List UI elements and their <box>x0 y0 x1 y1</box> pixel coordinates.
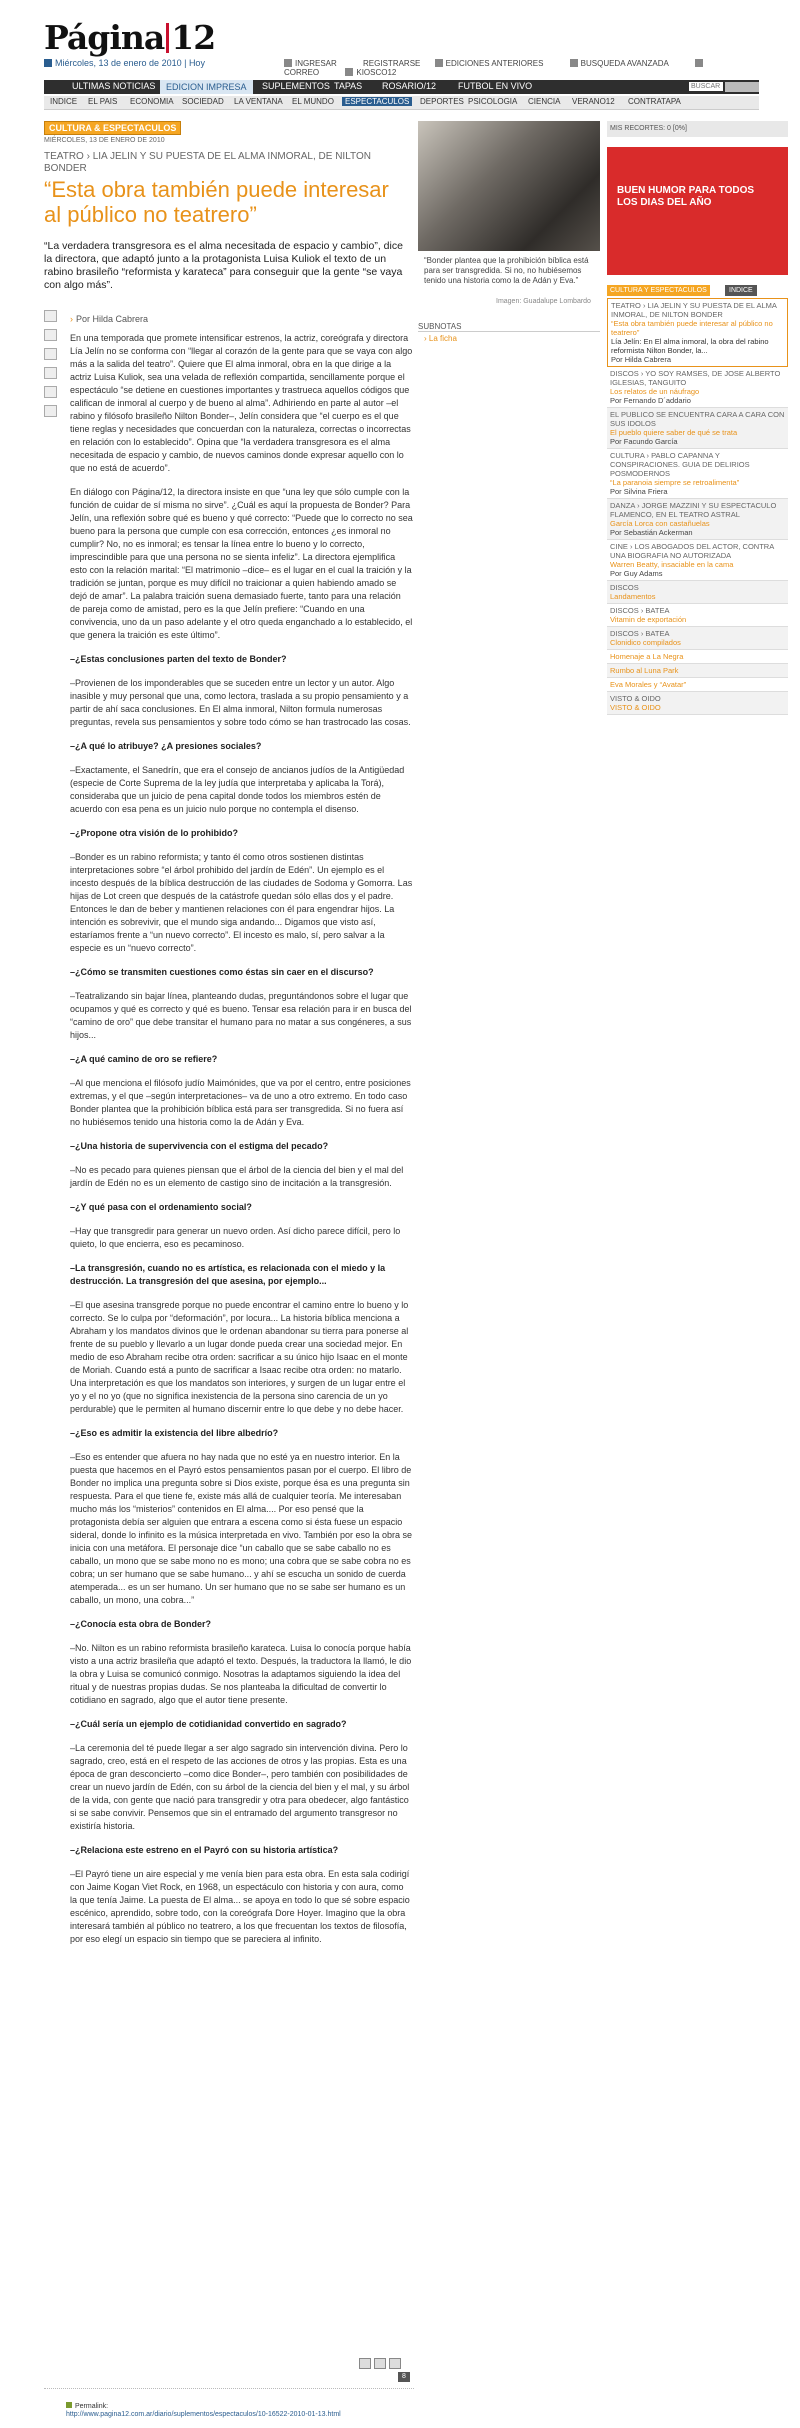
promo-banner[interactable] <box>607 147 788 275</box>
hoy-link[interactable]: Hoy <box>188 58 205 68</box>
photo-credit: Imagen: Guadalupe Lombardo <box>496 298 591 305</box>
subnav-indice[interactable]: INDICE <box>50 97 78 106</box>
logo-text-left: Página <box>44 18 165 57</box>
nav-rosario12[interactable]: ROSARIO/12 <box>382 81 437 91</box>
sidebar-item-cat: EL PUBLICO SE ENCUENTRA CARA A CARA CON SUS IDOLOS <box>610 410 785 428</box>
login-link[interactable]: INGRESAR <box>284 59 349 68</box>
kiosk-icon <box>345 68 353 76</box>
sidebar-item-title: Warren Beatty, insaciable en la cama <box>610 560 734 569</box>
clip-icon[interactable] <box>44 405 57 417</box>
search-icon <box>570 59 578 67</box>
sidebar-item-cat: VISTO & OIDO <box>610 694 661 703</box>
logo-text-right: 12 <box>171 18 216 57</box>
subnav-espectaculos[interactable]: ESPECTACULOS <box>342 97 412 106</box>
article-headline: “Esta obra también puede interesar al público no teatrero” <box>44 177 389 227</box>
dateline: Miércoles, 13 de enero de 2010 | Hoy <box>44 58 205 68</box>
site-logo[interactable] <box>44 18 215 57</box>
interview-question: –¿Propone otra visión de lo prohibido? <box>70 828 239 838</box>
permalink-label: Permalink: <box>66 2402 108 2410</box>
interview-question: –La transgresión, cuando no es artística, es relacionada con el miedo y la destrucción. La transgresión del que asesina, por ejemplo... <box>70 1263 386 1286</box>
subnota-link[interactable]: › La ficha <box>424 334 457 343</box>
advanced-search-link[interactable]: BUSQUEDA AVANZADA <box>570 59 681 68</box>
sidebar-item[interactable] <box>607 499 788 540</box>
sidebar-item-title: Rumbo al Luna Park <box>610 666 679 675</box>
sidebar-item-title: Vitamin de exportación <box>610 615 687 624</box>
article-paragraph: –Eso es entender que afuera no hay nada que no esté ya en nuestro interior. En la puesta que hacemos en el Payró estos pensamientos pasan por el cuerpo. El libro de Bonder no implica una pregunta sobre si Dios existe, porque ésa es una pregunta sin respuesta. Para el que tiene fe, existe más allá de cualquier teoría. Me interesaban mucho más los “misterios” contenidos en El alma.... Por eso pensé que la protagonista debía ser alguien que entrara a escena como si ésta fuese un espacio sideral, donde lo infinito es la música interpretada en vivo. También por eso la obra se inicia con una metáfora. El personaje dice “un caballo que se sabe caballo no es caballo, un mono que se sabe mono no es mono; una cobra que se sabe cobra no es cobra; un ser humano que se sabe humano... y ahí se escucha un sonido de cuerda atemperada... es un ser humano. Un ser humano que no se sabe ser humano es un caballo, un mono, una cobra...” <box>70 1452 413 1605</box>
section-tag[interactable]: CULTURA & ESPECTACULOS <box>44 121 181 135</box>
user-icon <box>284 59 292 67</box>
mail-icon <box>695 59 703 67</box>
sidebar-item[interactable] <box>607 664 788 678</box>
search-button[interactable] <box>725 82 759 92</box>
subnav-la-ventana[interactable]: LA VENTANA <box>234 97 283 106</box>
print-icon[interactable] <box>44 386 57 398</box>
sidebar-item-by: Por Guy Adams <box>610 569 663 578</box>
previous-editions-link[interactable]: EDICIONES ANTERIORES <box>435 59 556 68</box>
permalink-icon <box>66 2402 72 2408</box>
sidebar-item-title: VISTO & OIDO <box>610 703 661 712</box>
subnav-el-mundo[interactable]: EL MUNDO <box>292 97 334 106</box>
sidebar-current-item[interactable]: TEATRO › LIA JELIN Y SU PUESTA DE EL ALMA INMORAL, DE NILTON BONDER “Esta obra también puede interesar al público no teatrero” Lía Jelín: En El alma inmoral, la obra del rabino reformista Nilton Bonder, la... Por Hilda Cabrera <box>607 298 788 367</box>
arrow-icon: › <box>70 314 73 324</box>
article-paragraph: En diálogo con Página/12, la directora insiste en que “una ley que sólo cumple con la función de cuidar de sí misma no sirve”. ¿Cuál es aquí la propuesta de Bonder? Para Jelín, una reflexión sobre qué es bueno y qué correcto: “Puede que lo correcto no sea bueno para la persona que cumple con esa corrección, entonces ¿es inmoral no cumplir? No, no es inmoral; es tensar la línea entre lo bueno y lo correcto, imprescindible para que una persona no se sienta infeliz”. La directora ejemplifica esto con la relación marital: “El matrimonio –dice– es el lugar en el cual la traición y la tradición se juntan, porque es muy difícil no traicionar a quien habiendo amado se dejó de amar”. La palabra traición suena demasiado fuerte, tanto para una relación de pareja como de amistad, pero es la que Jelín prefiere: “Cuando en una convivencia, uno da un paso adelante y el otro queda enganchado a lo establecido, el que genera la traición es este último”. <box>70 487 413 640</box>
archive-icon <box>435 59 443 67</box>
nav-futbol-en-vivo[interactable]: FUTBOL EN VIVO <box>458 81 533 91</box>
sidebar-item-title: Eva Morales y “Avatar” <box>610 680 687 689</box>
interview-question: –¿Estas conclusiones parten del texto de Bonder? <box>70 654 287 664</box>
sidebar-item[interactable] <box>607 627 788 650</box>
article-kicker: TEATRO › LIA JELIN Y SU PUESTA DE EL ALMA INMORAL, DE NILTON BONDER <box>44 151 371 174</box>
interview-question: –¿Cómo se transmiten cuestiones como éstas sin caer en el discurso? <box>70 967 374 977</box>
share-tools <box>356 2356 412 2366</box>
section-date: MIÉRCOLES, 13 DE ENERO DE 2010 <box>44 137 165 144</box>
article-paragraph: –Hay que transgredir para generar un nuevo orden. Así dicho parece difícil, pero lo quieto, lo que encierra, eso es pecaminoso. <box>70 1226 401 1249</box>
tab-index[interactable]: INDICE <box>725 285 757 296</box>
article-author: › Por Hilda Cabrera <box>70 314 149 324</box>
kiosco-link[interactable]: KIOSCO12 <box>345 68 408 77</box>
mail-link[interactable]: CORREO <box>284 59 706 77</box>
subnav-contratapa[interactable]: CONTRATAPA <box>628 97 681 106</box>
article-paragraph: –El Payró tiene un aire especial y me venía bien para esta obra. En esta sala codirigí con Jaime Kogan Viet Rock, en 1968, un espectáculo con historia y con aura, como la que tenía Jaime. La puesta de El alma... se apoya en todo lo que sé sobre espacio escénico, aprendido, sobre todo, con la coreógrafa Dore Hoyer. Imagino que la obra interesará también al público no teatrero, a los que frecuentan los textos de filosofía, por eso elegí un espacio sin tiempo que se pareciera al infinito. <box>70 1869 410 1944</box>
tab-section[interactable]: CULTURA Y ESPECTACULOS <box>607 285 710 296</box>
promo-text: BUEN HUMOR PARA TODOS LOS DIAS DEL AÑO <box>617 185 755 208</box>
article-paragraph: –Al que menciona el filósofo judío Maimónides, que va por el centro, entre posiciones extremas, y el que –según interpretaciones– va de uno a otro extremo. En todo caso Bonder plantea que la prohibición bíblica está para ser transgredida. Si no fuera así no hubiésemos tenido una historia como la de Adán y Eva. <box>70 1078 411 1127</box>
mis-recortes[interactable]: MIS RECORTES: 0 [0%] <box>607 121 788 137</box>
interview-question: –¿Una historia de supervivencia con el estigma del pecado? <box>70 1141 329 1151</box>
sidebar-item-title: El pueblo quiere saber de qué se trata <box>610 428 738 437</box>
sidebar-item[interactable] <box>607 692 788 715</box>
sidebar-tabs <box>607 285 788 296</box>
permalink-url[interactable]: http://www.pagina12.com.ar/diario/suplementos/espectaculos/10-16522-2010-01-13.html <box>66 2411 341 2418</box>
interview-question: –¿A qué lo atribuye? ¿A presiones sociales? <box>70 741 262 751</box>
article-paragraph: –Exactamente, el Sanedrín, que era el consejo de ancianos judíos de la Antigüedad (especie de Corte Suprema de la ley judía que interpretaba y aplicaba la Torá), consideraba que un juicio de pena capital donde todos los miembros estén de acuerdo con esa pena es un juicio nulo porque no contempla el disenso. <box>70 765 405 814</box>
print-icon[interactable] <box>389 2358 401 2369</box>
subnav-economia[interactable]: ECONOMIA <box>130 97 174 106</box>
sidebar-item[interactable] <box>607 678 788 692</box>
article-paragraph: –Teatralizando sin bajar línea, planteando dudas, preguntándonos sobre el lugar que ocupamos y qué es correcto y qué es bueno. Tensar esa relación para ir en busca del “camino de oro” que debe transitar el humano para no matar a sus congéneres, a sus hijos... <box>70 991 412 1040</box>
interview-question: –¿Conocía esta obra de Bonder? <box>70 1619 212 1629</box>
sidebar-item-title: Clonidico compilados <box>610 638 681 647</box>
article-paragraph: –El que asesina transgrede porque no puede encontrar el camino entre lo bueno y lo correcto. Se lo culpa por “deformación”, por locura... La historia bíblica menciona a Abraham y los mandatos divinos que le ordenan abandonar su tierra para ponerse al frente de su pueblo y llevarlo a un lugar donde pueda crear una sociedad mejor. En medio de eso Abraham recibe otra orden: sacrificar a su único hijo Isaac en el monte de Moriah. Cuando está a punto de sacrificar a Isaac recibe otra orden: no matarlo. Una interpretación es que los mandatos son interiores, y surgen de un lugar entre el yo y el no yo (que no significa inexistencia de la persona sino carencia de un yo perdurable) que le permiten al humano discernir entre lo que debe y no debe hacer. <box>70 1300 409 1414</box>
logo-divider <box>166 23 169 53</box>
calendar-icon <box>44 59 52 67</box>
sidebar-item[interactable] <box>607 604 788 627</box>
font-decrease-icon[interactable] <box>44 348 57 360</box>
article-paragraph: En una temporada que promete intensificar estrenos, la actriz, coreógrafa y directora Lía Jelín no se conforma con “llegar al corazón de la gente para que se vaya con algo más a la salida del teatro”. Quiere que El alma inmoral, obra en la que dirige a la actriz Luisa Kuliok, sea una velada de reflexión compartida, sencillamente porque el espectáculo “se detiene en cuestiones importantes y trastrueca aquellos códigos que califican de inmoral al cuerpo y de bueno al alma”. Adhiriendo en parte al autor –el rabino y filósofo brasileño Nilton Bonder–, Jelín considera que “el cuerpo es el que tiene reglas y necesidades que concuerdan con la naturaleza, correctas o incorrectas en relación con lo establecido”. Opina que “la verdadera transgresora es el alma necesitada de espacio y cambio, de nuevos caminos donde expresar aquello con lo que no está de acuerdo”. <box>70 333 413 473</box>
sidebar-item-title: “La paranoia siempre se retroalimenta” <box>610 478 740 487</box>
sidebar-item[interactable] <box>607 367 788 408</box>
sidebar-item-cat: CINE › LOS ABOGADOS DEL ACTOR, CONTRA UNA BIOGRAFIA NO AUTORIZADA <box>610 542 774 560</box>
sidebar-item-by: Por Facundo García <box>610 437 678 446</box>
sidebar-item-cat: DISCOS › YO SOY RAMSES, DE JOSE ALBERTO IGLESIAS, TANGUITO <box>610 369 781 387</box>
interview-question: –¿A qué camino de oro se refiere? <box>70 1054 218 1064</box>
page-number[interactable]: 8 <box>398 2372 410 2382</box>
date-text: Miércoles, 13 de enero de 2010 <box>55 58 182 68</box>
sidebar-item[interactable] <box>607 581 788 604</box>
nav-edicion-impresa[interactable]: EDICION IMPRESA <box>160 80 253 94</box>
article-photo <box>418 121 600 251</box>
sidebar-item-cat: DISCOS › BATEA <box>610 606 670 615</box>
main-nav <box>44 80 759 94</box>
article-paragraph: –Bonder es un rabino reformista; y tanto él como otros sostienen distintas interpretaciones sobre “el árbol prohibido del jardín de Edén”. Un ejemplo es el incesto después de la bíblica destrucción de las ciudades de Sodoma y Gomorra. Las hijas de Lot creen que después de la catástrofe quedan sólo ellas dos y el padre. Entonces le dan de beber y mantienen relaciones con él para engendrar hijos. La intención es sobrevivir, que el mundo siga andando... Digamos que visto así, estaríamos frente a “un nuevo correcto”. El incesto es malo, sí, pero salvar a la especie es un “nuevo correcto”. <box>70 852 413 953</box>
sidebar-item-cat: CULTURA › PABLO CAPANNA Y CONSPIRACIONES. GUIA DE DELIRIOS POSMODERNOS <box>610 451 750 478</box>
sidebar-item[interactable] <box>607 540 788 581</box>
sidebar-item-cat: DISCOS › BATEA <box>610 629 670 638</box>
masthead <box>44 18 759 77</box>
subnotas-title: SUBNOTAS <box>418 322 600 332</box>
subnav-deportes[interactable]: DEPORTES <box>420 97 464 106</box>
sidebar-item[interactable] <box>607 449 788 499</box>
comment-icon[interactable] <box>44 310 57 322</box>
sidebar-item-title: Landamentos <box>610 592 656 601</box>
nav-suplementos[interactable]: SUPLEMENTOS <box>262 81 330 91</box>
article-paragraph: –No es pecado para quienes piensan que el árbol de la ciencia del bien y el mal del jardín de Edén no es un elemento de castigo sino de incitación a la transgresión. <box>70 1165 404 1188</box>
font-increase-icon[interactable] <box>44 329 57 341</box>
subnav-ciencia[interactable]: CIENCIA <box>528 97 561 106</box>
subnav-el-pais[interactable]: EL PAIS <box>88 97 118 106</box>
interview-question: –¿Relaciona este estreno en el Payró con su historia artística? <box>70 1845 339 1855</box>
sidebar-item-by: Por Silvina Friera <box>610 487 668 496</box>
interview-question: –¿Cuál sería un ejemplo de cotidianidad convertido en sagrado? <box>70 1719 347 1729</box>
nav-ultimas-noticias[interactable]: ULTIMAS NOTICIAS <box>72 81 156 91</box>
sidebar-item-by: Por Sebastián Ackerman <box>610 528 693 537</box>
subnav-verano12[interactable]: VERANO12 <box>572 97 615 106</box>
article-lead: “La verdadera transgresora es el alma necesitada de espacio y cambio”, dice la directora, que adaptó junto a la protagonista Luisa Kuliok el texto de un rabino brasileño “reformista y karateca” para conseguir que la gente “se vaya con algo más”. <box>44 240 403 291</box>
subnav-sociedad[interactable]: SOCIEDAD <box>182 97 224 106</box>
article-body <box>70 332 413 1957</box>
sidebar-item-cat: DISCOS <box>610 583 639 592</box>
article-paragraph: –La ceremonia del té puede llegar a ser algo sagrado sin intervención divina. Pero lo sagrado, creo, está en el respeto de las acciones de otros y las propias. Esta es una época de gran desconcierto –como dice Bonder–, pero también con posibilidades de crear un nuevo jardín de Edén, con su árbol de la ciencia del bien y el mal, y su árbol de la vida, con gente que nació para transgredir y otra para obedecer, algo fantástico si se sabe convivir. Pensemos que sin el entramado del argumento transgresor no existiría historia. <box>70 1743 410 1831</box>
section-nav <box>44 96 759 110</box>
sidebar-item-cat: DANZA › JORGE MAZZINI Y SU ESPECTACULO FLAMENCO, EN EL TEATRO ASTRAL <box>610 501 777 519</box>
sidebar-item[interactable] <box>607 408 788 449</box>
interview-question: –¿Y qué pasa con el ordenamiento social? <box>70 1202 252 1212</box>
sidebar-item[interactable] <box>607 650 788 664</box>
photo-caption: “Bonder plantea que la prohibición bíblica está para ser transgredida. Si no, no hubiésemos tenido una historia como la de Adán y Eva.” <box>424 256 589 285</box>
divider <box>44 2388 414 2389</box>
search-input[interactable] <box>689 82 723 91</box>
interview-question: –¿Eso es admitir la existencia del libre albedrío? <box>70 1428 279 1438</box>
nav-tapas[interactable]: TAPAS <box>334 81 363 91</box>
send-icon[interactable] <box>44 367 57 379</box>
article-paragraph: –No. Nilton es un rabino reformista brasileño karateca. Luisa lo conocía porque había visto a una actriz brasileña que adaptó el texto. Después, la traductora la llamó, le dio la obra y Luisa se comunicó conmigo. Nosotras la adaptamos siguiendo la idea del ritual y de nuestras propias dudas. Se nos planteaba la dificultad de convertir lo cotidiano en sagrado, algo que el autor tiene presente. <box>70 1643 412 1705</box>
send-icon[interactable] <box>374 2358 386 2369</box>
register-link[interactable]: REGISTRARSE <box>363 59 421 68</box>
article-paragraph: –Provienen de los imponderables que se suceden entre un lector y un autor. Algo inasible y muy personal que una, como lectora, traslada a su propio pensamiento y a partir de ahí saca conclusiones. En El alma inmoral, Nilton formula numerosas preguntas, revela sus pensamientos y sobre todo cómo se han trastrocado las cosas. <box>70 678 411 727</box>
sidebar-item-title: Los relatos de un náufrago <box>610 387 700 396</box>
top-links <box>284 59 759 77</box>
sidebar-item-by: Por Fernando D´addario <box>610 396 691 405</box>
subnav-psicologia[interactable]: PSICOLOGIA <box>468 97 518 106</box>
share-icon[interactable] <box>359 2358 371 2369</box>
sidebar-list <box>607 298 788 715</box>
sidebar-item-title: García Lorca con castañuelas <box>610 519 710 528</box>
sidebar-item-title: Homenaje a La Negra <box>610 652 684 661</box>
article-tools <box>44 310 58 424</box>
